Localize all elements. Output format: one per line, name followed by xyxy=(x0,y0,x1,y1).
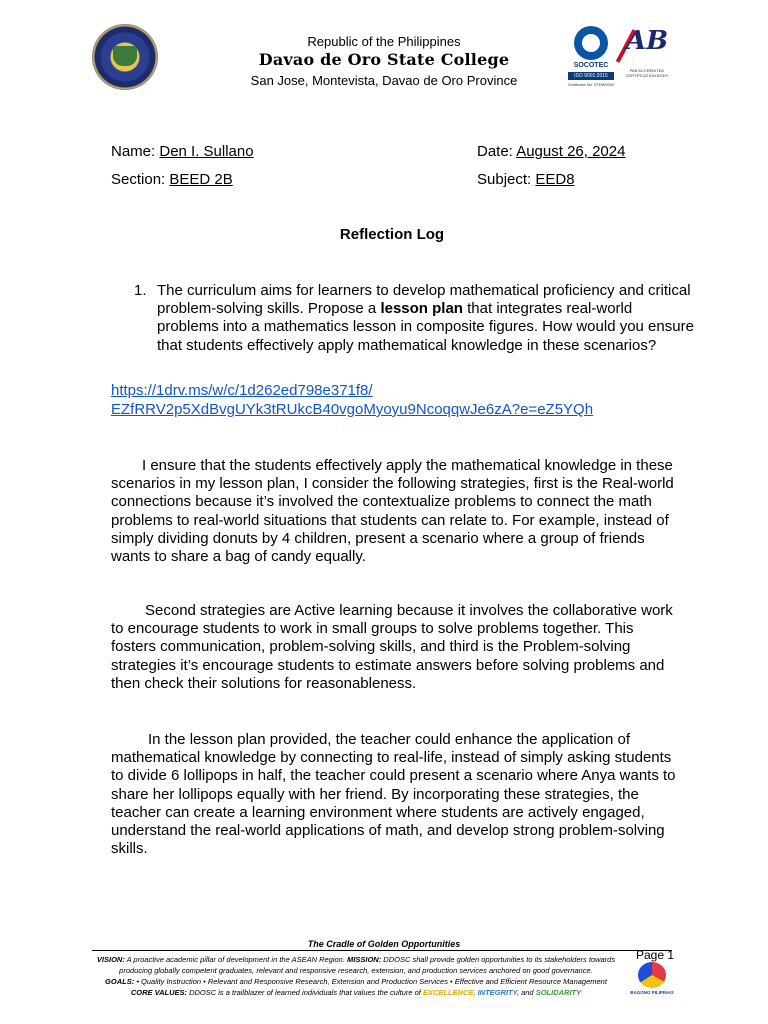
footer-tagline: The Cradle of Golden Opportunities xyxy=(307,939,461,949)
name-label: Name: xyxy=(111,143,156,160)
paragraph-1: I ensure that the students effectively apply the mathematical knowledge in these scenarios in my lesson plan, I consider the following strategies, first is the Real-world connections because it’s involved the contextualize problems to connect the math problems to real-world situations that students can relate to. For example, instead of simply dividing donuts by 4 children, present a scenario where a group of friends wants to share a bag of candy equally. xyxy=(111,457,674,566)
subject-label: Subject: xyxy=(477,171,532,188)
onedrive-link[interactable]: https://1drv.ms/w/c/1d262ed798e371f8/ EZfRRV2p5XdBvgUYk3tRUkcB40vgoMyoyu9NcoqqwJe6zA?e=eZ5YQh xyxy=(111,382,594,418)
question-bold-term: lesson plan xyxy=(380,300,463,318)
subject-field xyxy=(477,171,575,188)
name-field xyxy=(111,143,254,160)
footer-divider xyxy=(92,950,672,951)
subject-value: EED8 xyxy=(535,171,575,188)
document-title: Reflection Log xyxy=(339,226,445,243)
date-field xyxy=(477,143,625,160)
paragraph-3: In the lesson plan provided, the teacher could enhance the application of mathematical knowledge by connecting to real-life, instead of simply asking students to divide 6 lollipops in half, the teacher could present a scenario where Anya wants to share her lollipops equally with her friend. By incorporating these strategies, the teacher can create a learning environment where students are actively engaged, understand the real-world applications of math, and develop strong problem-solving skills. xyxy=(111,731,676,858)
date-value: August 26, 2024 xyxy=(516,143,626,160)
footer-vmgo: VISION: A proactive academic pillar of development in the ASEAN Region. MISSION: DDOSC shall provide golden opportunities to its stakeholders towards producing globally competent graduates, relevant and responsive research, extension, and production services anchored on good governance. GOALS: • Quality Instruction • Relevant and Responsive Research, Extension and Production Services • Effective and Efficient Resource Management CORE VALUES: DDOSC is a trailblazer of learned individuals that values the culture of EXCELLENCE, INTEGRITY, and SOLIDARITY xyxy=(96,955,616,997)
section-value: BEED 2B xyxy=(169,171,233,188)
header-college-name: Davao de Oro State College xyxy=(258,50,510,69)
question-text: The curriculum aims for learners to develop mathematical proficiency and critical problem-solving skills. Propose a lesson plan that integrates real-world problems into a mathematics lesson in composite figures. How would you ensure that students effectively apply mathematical knowledge in these scenarios? xyxy=(157,282,694,354)
question-number: 1. xyxy=(134,282,147,299)
section-label: Section: xyxy=(111,171,166,188)
header-address: San Jose, Montevista, Davao de Oro Province xyxy=(250,73,518,88)
pab-accreditation-logo: AB PAB ACCREDITED CERTIFICATION BODY xyxy=(622,26,672,90)
header-republic: Republic of the Philippines xyxy=(307,34,461,49)
socotec-certification-logo: SOCOTEC ISO 9001:2015 Certificate No. 9TDW0000 xyxy=(566,26,616,90)
date-label: Date: xyxy=(477,143,513,160)
paragraph-2: Second strategies are Active learning because it involves the collaborative work to encourage students to work in small groups to solve problems together. This fosters communication, problem-solving skills, and third is the Problem-solving strategies it’s encourage students to estimate answers before solving problems and then check their solutions for reasonableness. xyxy=(111,602,673,692)
page-number: Page 1 xyxy=(636,948,675,962)
name-value: Den I. Sullano xyxy=(159,143,254,160)
section-field xyxy=(111,171,233,188)
bagong-pilipinas-logo: BAGONG PILIPINAS xyxy=(630,962,674,1000)
